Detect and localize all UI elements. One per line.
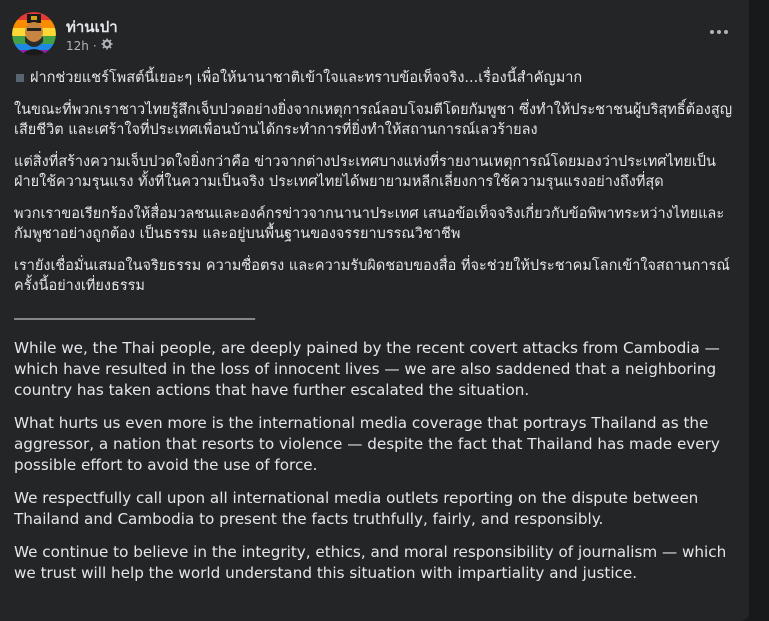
english-paragraph: What hurts us even more is the international media coverage that portrays Thailand as the aggressor, a nation that resorts to violence — despite the fact that Thailand has made every possible effort to avoid the use of force. (14, 414, 720, 474)
more-horizontal-icon-dot (724, 30, 728, 34)
thai-paragraph: พวกเราขอเรียกร้องให้สื่อมวลชนและองค์กรข่าวจากนานาประเทศ เสนอข้อเท็จจริงเกี่ยวกับข้อพิพาทระหว่างไทยและกัมพูชาอย่างถูกต้อง เป็นธรรม และอยู่บนพื้นฐานของจรรยาบรรณวิชาชีพ (14, 206, 725, 242)
intro-line (14, 68, 736, 88)
thai-section (14, 68, 736, 296)
more-horizontal-icon-dot (717, 30, 721, 34)
intro-text: ฝากช่วยแชร์โพสต์นี้เยอะๆ เพื่อให้นานาชาติเข้าใจและทราบข้อเท็จจริง...เรื่องนี้สำคัญมาก (30, 70, 583, 86)
divider: ________________________________________ (14, 304, 254, 320)
post-meta (66, 38, 113, 53)
meta-separator: · (92, 38, 97, 53)
post-header (12, 12, 737, 60)
more-options-button[interactable] (701, 14, 737, 50)
author-name[interactable]: ท่านเปา (66, 18, 118, 36)
post-time[interactable]: 12h (66, 38, 89, 53)
english-paragraph: We respectfully call upon all international media outlets reporting on the dispute between Thailand and Cambodia to present the facts truthfully, fairly, and responsibly. (14, 489, 699, 528)
thai-paragraph: แต่สิ่งที่สร้างความเจ็บปวดใจยิ่งกว่าคือ ข่าวจากต่างประเทศบางแห่งที่รายงานเหตุการณ์โดยมองว่าประเทศไทยเป็นฝ่ายใช้ความรุนแรง ทั้งที่ในความเป็นจริง ประเทศไทยได้พยายามหลีกเลี่ยงการใช้ความรุนแรงอย่างถึงที่สุด (14, 154, 716, 190)
english-section (14, 338, 736, 584)
english-paragraph: We continue to believe in the integrity, ethics, and moral responsibility of journalism — which we trust will help the world understand this situation with impartiality and justice. (14, 543, 727, 582)
avatar-image (12, 12, 56, 56)
avatar[interactable] (12, 12, 56, 56)
thai-paragraph: เรายังเชื่อมั่นเสมอในจริยธรรม ความซื่อตรง และความรับผิดชอบของสื่อ ที่จะช่วยให้ประชาคมโลกเข้าใจสถานการณ์ครั้งนี้อย่างเที่ยงธรรม (14, 258, 730, 294)
more-horizontal-icon (710, 30, 714, 34)
post-body (14, 68, 736, 596)
english-paragraph: While we, the Thai people, are deeply pained by the recent covert attacks from Cambodia — which have resulted in the loss of innocent lives — we are also saddened that a neighboring country has taken actions that have further escalated the situation. (14, 339, 720, 399)
emoji-icon (16, 74, 24, 82)
thai-paragraph: ในขณะที่พวกเราชาวไทยรู้สึกเจ็บปวดอย่างยิ่งจากเหตุการณ์ลอบโจมตีโดยกัมพูชา ซึ่งทำให้ประชาชนผู้บริสุทธิ์ต้องสูญเสียชีวิต และเศร้าใจที่ประเทศเพื่อนบ้านได้กระทำการที่ยิ่งทำให้สถานการณ์เลวร้ายลง (14, 102, 733, 138)
gear-icon[interactable] (101, 38, 113, 53)
